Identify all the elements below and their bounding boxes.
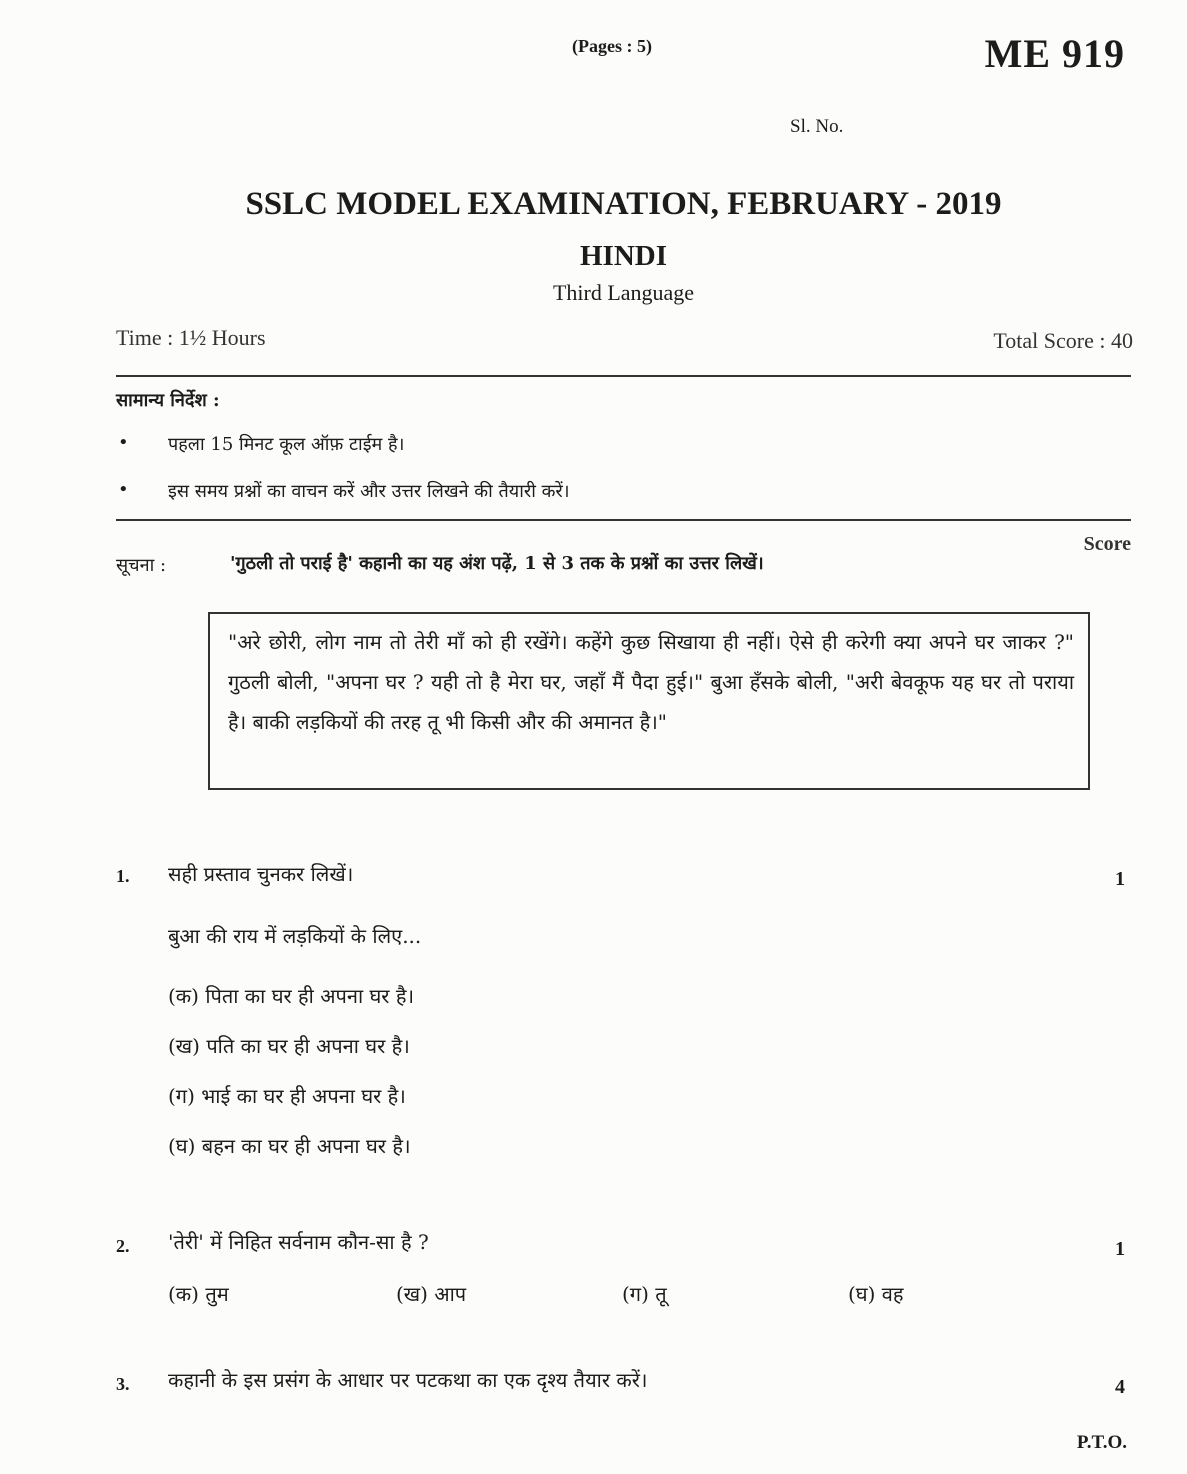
bullet-2: •	[118, 479, 129, 500]
exam-title: SSLC MODEL EXAMINATION, FEBRUARY - 2019	[245, 186, 1002, 222]
question-2-option-d: (घ) वह	[848, 1282, 904, 1306]
question-2-option-a: (क) तुम	[168, 1282, 229, 1306]
passage-box: "अरे छोरी, लोग नाम तो तेरी माँ को ही रखेंगे। कहेंगे कुछ सिखाया ही नहीं। ऐसे ही करेगी क्या अपने घर जाकर ?" गुठली बोली, "अपना घर ? यही तो है मेरा घर, जहाँ मैं पैदा हुई।" बुआ हँसके बोली, "अरी बेवकूफ यह घर तो पराया है। बाकी लड़कियों की तरह तू भी किसी और की अमानत है।"	[208, 612, 1090, 790]
question-1-option-c: (ग) भाई का घर ही अपना घर है।	[168, 1084, 406, 1108]
question-1-text: सही प्रस्ताव चुनकर लिखें।	[168, 862, 354, 886]
subject-title: HINDI	[579, 240, 667, 272]
question-1-option-a: (क) पिता का घर ही अपना घर है।	[168, 984, 415, 1008]
question-3-text: कहानी के इस प्रसंग के आधार पर पटकथा का एक दृश्य तैयार करें।	[168, 1368, 648, 1392]
question-2-option-c: (ग) तू	[622, 1282, 667, 1306]
bullet-1: •	[118, 432, 129, 453]
paper-code: ME 919	[984, 31, 1125, 76]
question-2-text: 'तेरी' में निहित सर्वनाम कौन-सा है ?	[168, 1230, 429, 1254]
question-1-option-d: (घ) बहन का घर ही अपना घर है।	[168, 1134, 411, 1158]
question-1-score: 1	[1115, 868, 1125, 890]
instruction-item-1: पहला 15 मिनट कूल ऑफ़ टाईम है।	[168, 434, 405, 455]
language-subtitle: Third Language	[552, 280, 695, 305]
question-2-score: 1	[1115, 1238, 1125, 1260]
question-1-number: 1.	[116, 866, 130, 886]
score-column-heading: Score	[1083, 533, 1131, 555]
instruction-item-2: इस समय प्रश्नों का वाचन करें और उत्तर लिखने की तैयारी करें।	[168, 481, 570, 502]
divider-top	[116, 375, 1131, 377]
instructions-heading: सामान्य निर्देश :	[116, 390, 220, 411]
question-2-number: 2.	[116, 1236, 130, 1256]
please-turn-over: P.T.O.	[1076, 1432, 1127, 1453]
page-count: (Pages : 5)	[572, 36, 652, 56]
question-3-score: 4	[1115, 1376, 1125, 1398]
notice-label: सूचना :	[116, 555, 167, 576]
divider-bottom	[116, 519, 1131, 521]
total-score: Total Score : 40	[993, 328, 1133, 353]
question-2-option-b: (ख) आप	[396, 1282, 467, 1306]
notice-text: 'गुठली तो पराई है' कहानी का यह अंश पढ़ें, 1 से 3 तक के प्रश्नों का उत्तर लिखें।	[230, 553, 764, 574]
serial-number-label: Sl. No.	[790, 116, 844, 137]
question-3-number: 3.	[116, 1374, 130, 1394]
question-1-stem: बुआ की राय में लड़कियों के लिए...	[168, 924, 422, 948]
time-allowed: Time : 1½ Hours	[116, 325, 266, 350]
question-1-option-b: (ख) पति का घर ही अपना घर है।	[168, 1034, 410, 1058]
